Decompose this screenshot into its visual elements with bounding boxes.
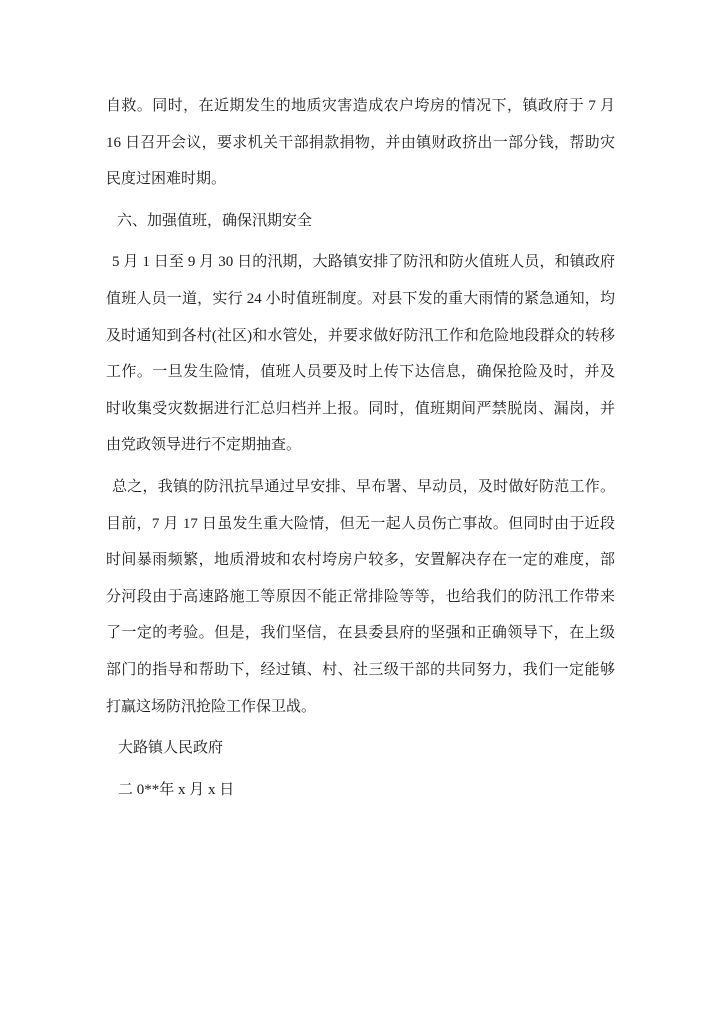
date-line: 二 0**年 x 月 x 日 — [118, 781, 235, 798]
section-heading-duty-shift: 六、加强值班，确保汛期安全 — [117, 212, 313, 229]
document-text-block — [106, 88, 615, 813]
signature-line: 大路镇人民政府 — [118, 740, 224, 757]
paragraph-flood-season-duty: 5 月 1 日至 9 月 30 日的汛期，大路镇安排了防汛和防火值班人员，和镇政府值班人员一道，实行 24 小时值班制度。对县下发的重大雨情的紧急通知，均及时通知到各村(社区)和水管处，并要求做好防汛工作和危险地段群众的转移工作。一旦发生险情，值班人员要及时上传下达信息，确保抢险及时，并及时收集受灾数据进行汇总归档并上报。同时，值班期间严禁脱岗、漏岗，并由党政领导进行不定期抽查。 — [106, 254, 615, 454]
paragraph-summary-conclusion: 总之，我镇的防汛抗旱通过早安排、早布署、早动员，及时做好防范工作。目前，7 月 17 日虽发生重大险情，但无一起人员伤亡事故。但同时由于近段时间暴雨频繁，地质滑坡和农村垮房户较多，安置解决存在一定的难度，部分河段由于高速路施工等原因不能正常排险等等，也给我们的防汛工作带来了一定的考验。但是，我们坚信，在县委县府的坚强和正确领导下，在上级部门的指导和帮助下，经过镇、村、社三级干部的共同努力，我们一定能够打赢这场防汛抢险工作保卫战。 — [106, 478, 615, 715]
paragraph-disaster-relief-continuation: 自救。同时，在近期发生的地质灾害造成农户垮房的情况下，镇政府于 7 月 16 日召开会议，要求机关干部捐款捐物，并由镇财政挤出一部分钱，帮助灾民度过困难时期。 — [106, 98, 615, 188]
